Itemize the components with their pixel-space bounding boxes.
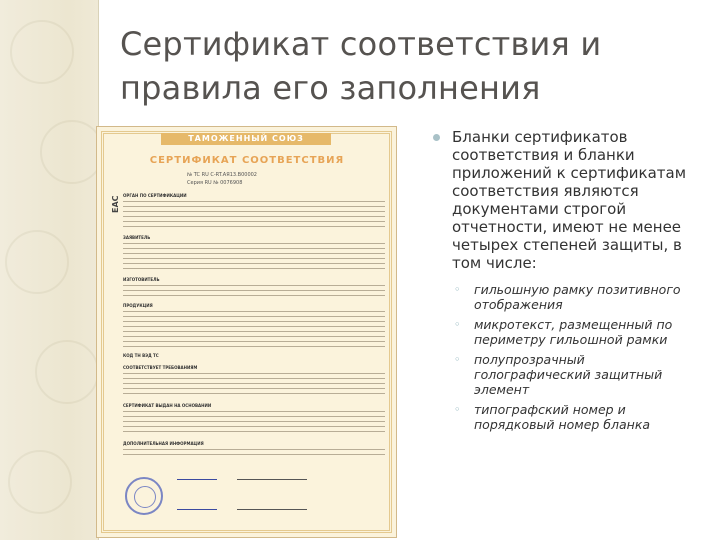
sub-bullet-text: гильошную рамку позитивного отображения xyxy=(474,282,681,312)
sub-bullet-text: типографский номер и порядковый номер бланка xyxy=(474,402,651,432)
signature-line xyxy=(237,509,307,510)
cert-section-label: СООТВЕТСТВУЕТ ТРЕБОВАНИЯМ xyxy=(123,365,198,370)
cert-section-label: ДОПОЛНИТЕЛЬНАЯ ИНФОРМАЦИЯ xyxy=(123,441,204,446)
strip-ornament xyxy=(35,340,98,404)
sub-bullet-text: полупрозрачный голографический защитный элемент xyxy=(474,352,663,397)
sub-bullet-text: микротекст, размещенный по периметру гильошной рамки xyxy=(474,317,673,347)
certificate-number: № TC RU C-RT.АЯ13.B00002 xyxy=(187,172,257,178)
cert-section-label: ИЗГОТОВИТЕЛЬ xyxy=(123,277,160,282)
sub-bullet-item xyxy=(450,317,700,347)
ring-bullet-icon: ◦ xyxy=(454,283,461,296)
cert-text-lines xyxy=(123,243,385,273)
slide-title: Сертификат соответствия и правила его заполнения xyxy=(120,25,602,107)
ring-bullet-icon: ◦ xyxy=(454,353,461,366)
cert-section-label: СЕРТИФИКАТ ВЫДАН НА ОСНОВАНИИ xyxy=(123,403,212,408)
sub-bullet-item xyxy=(450,352,700,397)
strip-ornament xyxy=(40,120,98,184)
certificate-heading: СЕРТИФИКАТ СООТВЕТСТВИЯ xyxy=(149,155,345,166)
certificate-image xyxy=(96,126,397,538)
cert-section-label: КОД ТН ВЭД ТС xyxy=(123,353,159,358)
cert-section-label: ЗАЯВИТЕЛЬ xyxy=(123,235,151,240)
signature-line xyxy=(237,479,307,480)
strip-ornament xyxy=(8,450,72,514)
cert-text-lines xyxy=(123,411,385,436)
strip-ornament xyxy=(5,230,69,294)
signature xyxy=(177,479,217,480)
main-bullet-list xyxy=(430,128,692,272)
sub-bullet-item xyxy=(450,402,700,432)
left-decorative-strip xyxy=(0,0,98,540)
cert-text-lines xyxy=(123,373,385,398)
cert-section-label: ОРГАН ПО СЕРТИФИКАЦИИ xyxy=(123,193,187,198)
cert-text-lines xyxy=(123,449,385,459)
cert-section-label: ПРОДУКЦИЯ xyxy=(123,303,153,308)
certificate-series: Серия RU № 0076908 xyxy=(187,180,243,186)
main-bullet-text: Бланки сертификатов соответствия и бланки приложений к сертификатам соответствия являются документами строгой отчетности, имеют не менее четырех степеней защиты, в том числе: xyxy=(452,128,687,272)
cert-text-lines xyxy=(123,201,385,231)
eac-mark: EAC xyxy=(111,195,120,213)
sub-bullet-item xyxy=(450,282,700,312)
ring-bullet-icon: ◦ xyxy=(454,318,461,331)
main-bullet-item xyxy=(430,128,692,272)
ring-bullet-icon: ◦ xyxy=(454,403,461,416)
bullet-dot-icon xyxy=(433,134,440,141)
cert-text-lines xyxy=(123,285,385,300)
certificate-header: ТАМОЖЕННЫЙ СОЮЗ xyxy=(161,133,331,145)
sub-bullet-list xyxy=(450,282,700,437)
cert-text-lines xyxy=(123,311,385,351)
seal-stamp xyxy=(125,477,163,515)
signature xyxy=(177,509,217,510)
strip-ornament xyxy=(10,20,74,84)
